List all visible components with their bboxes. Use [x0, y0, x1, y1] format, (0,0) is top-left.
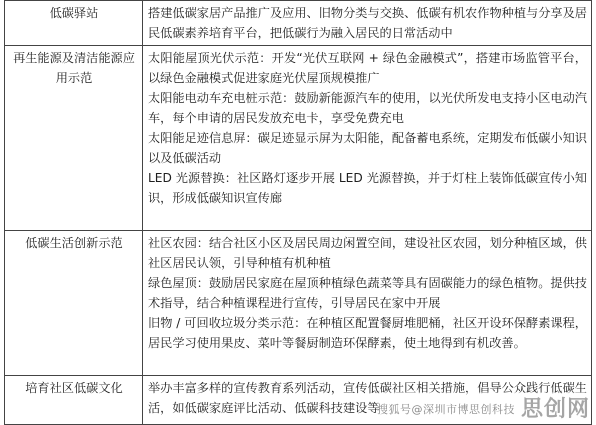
- table-row: [5, 46, 592, 231]
- description-paragraph: LED 光源替换：社区路灯逐步开展 LED 光源替换，并于灯柱上装饰低碳宣传小知识，形成低碳知识宣传廊: [148, 171, 587, 205]
- description-paragraph: 太阳能足迹信息屏：碳足迹显示屏为太阳能，配备蓄电系统，定期发布低碳小知识以及低碳活动: [148, 131, 587, 165]
- category-cell: 低碳生活创新示范: [5, 231, 143, 376]
- watermark-logo: 思创网: [520, 397, 590, 422]
- category-cell: 再生能源及清洁能源应用示范: [5, 46, 143, 231]
- description-cell: [143, 231, 592, 376]
- description-paragraph: 太阳能屋顶光伏示范：开发“光伏互联网 + 绿色金融模式”，搭建市场监管平台，以绿色金融模式促进家庭光伏屋顶规模推广: [148, 51, 587, 85]
- description-paragraph: 旧物 / 可回收垃圾分类示范：在种植区配置餐厨堆肥桶，社区开设环保酵素课程，居民学习使用果皮、菜叶等餐厨制造环保酵素，使土地得到有机改善。: [148, 316, 587, 350]
- table-row: [5, 1, 592, 46]
- category-cell: 低碳驿站: [5, 1, 143, 46]
- watermark: [377, 392, 590, 423]
- watermark-text: 搜狐号@深圳市博思创科技: [376, 403, 515, 416]
- description-paragraph: 绿色屋顶：鼓励居民家庭在屋顶种植绿色蔬菜等具有固碳能力的绿色植物。提供技术指导，结合种植课程进行宣传，引导居民在家中开展: [148, 276, 587, 310]
- description-cell: [143, 1, 592, 46]
- description-paragraph: 搭建低碳家居产品推广及应用、旧物分类与交换、低碳有机农作物种植与分享及居民低碳素养培育平台，把低碳行为融入居民的日常活动中: [148, 6, 587, 40]
- table-row: [5, 231, 592, 376]
- description-paragraph: 社区农园：结合社区小区及居民周边闲置空间，建设社区农园，划分种植区域，供社区居民认领，引导种植有机种植: [148, 236, 587, 270]
- description-paragraph: 举办丰富多样的宣传教育系列活动，宣传低碳社区相关措施，倡导公众践行低碳生活，如低碳家庭评比活动、低碳科技建设等: [148, 381, 587, 415]
- description-paragraph: 太阳能电动车充电桩示范：鼓励新能源汽车的使用，以光伏所发电支持小区电动汽车，每个申请的居民发放充电卡，享受免费充电: [148, 91, 587, 125]
- category-cell: 培育社区低碳文化: [5, 376, 143, 425]
- content-table: [4, 0, 592, 425]
- description-cell: [143, 46, 592, 231]
